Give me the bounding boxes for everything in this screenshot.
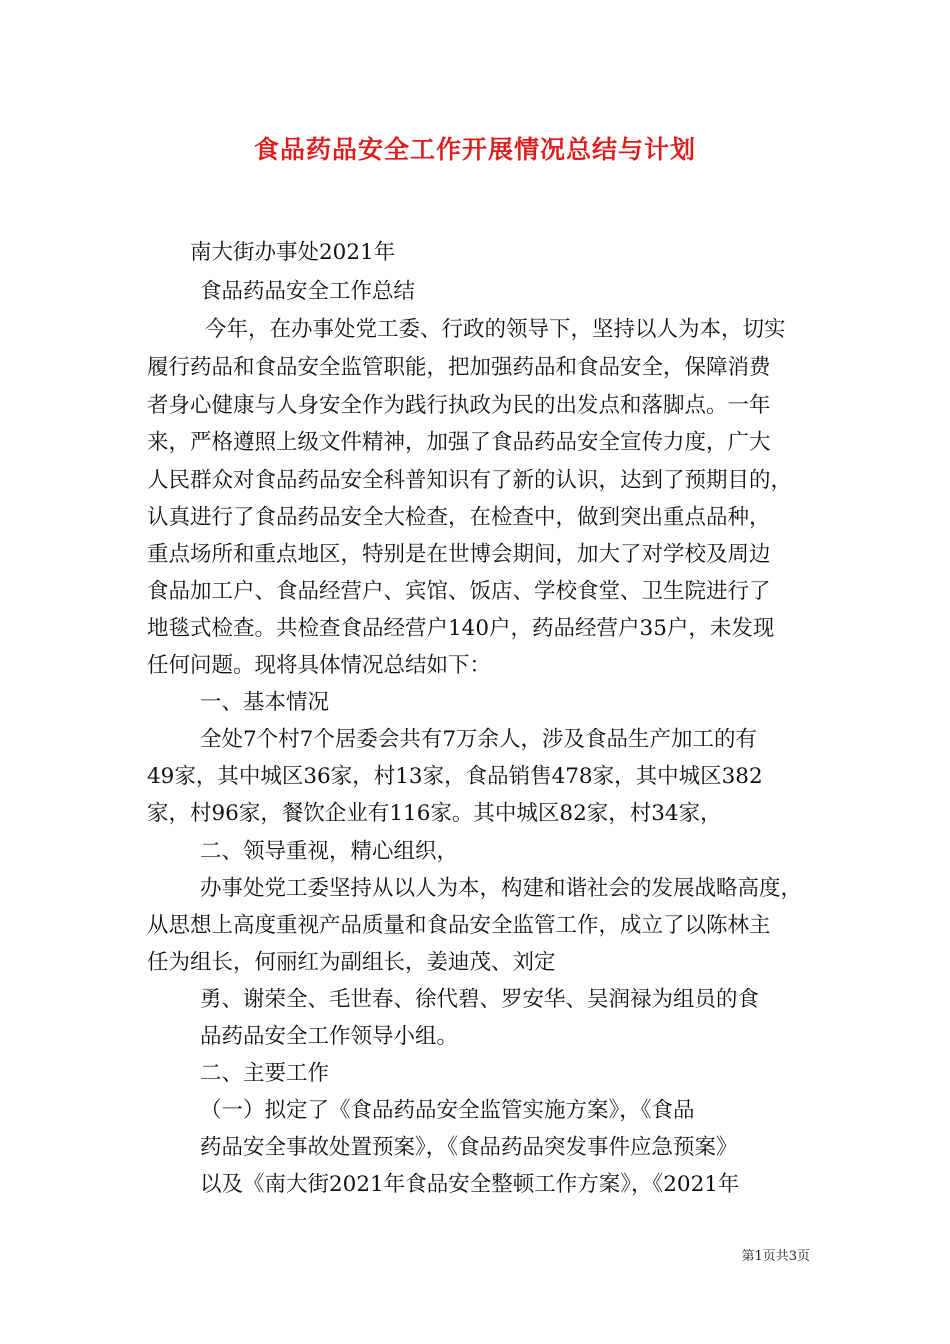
text-line: 履行药品和食品安全监管职能，把加强药品和食品安全，保障消费 — [147, 355, 771, 380]
page-number: 第1页共3页 — [741, 1249, 810, 1264]
text-line: 地毯式检查。共检查食品经营户140户，药品经营户35户，未发现 — [147, 616, 775, 641]
text-line: 49家，其中城区36家，村13家，食品销售478家，其中城区382 — [147, 764, 763, 789]
text-line: （一）拟定了《食品药品安全监管实施方案》，《食品 — [200, 1098, 695, 1123]
section-heading: 一、基本情况 — [200, 690, 330, 715]
text-line: 今年，在办事处党工委、行政的领导下，坚持以人为本，切实 — [205, 317, 786, 342]
text-line: 全处7个村7个居委会共有7万余人，涉及食品生产加工的有 — [200, 727, 758, 752]
text-line: 来，严格遵照上级文件精神，加强了食品药品安全宣传力度，广大 — [147, 430, 771, 455]
text-line: 从思想上高度重视产品质量和食品安全监管工作，成立了以陈林主 — [147, 913, 771, 938]
text-line: 勇、谢荣全、毛世春、徐代碧、罗安华、吴润禄为组员的食 — [200, 987, 760, 1012]
text-line: 任为组长，何丽红为副组长，姜迪茂、刘定 — [147, 950, 556, 975]
text-line: 以及《南大街2021年食品安全整顿工作方案》，《2021年 — [200, 1172, 740, 1197]
section-heading: 二、主要工作 — [200, 1061, 330, 1086]
text-line: 人民群众对食品药品安全科普知识有了新的认识，达到了预期目的， — [147, 468, 793, 493]
text-line: 食品药品安全工作总结 — [200, 279, 416, 304]
text-line: 者身心健康与人身安全作为践行执政为民的出发点和落脚点。一年 — [147, 393, 771, 418]
text-line: 办事处党工委坚持从以人为本，构建和谐社会的发展战略高度， — [200, 876, 803, 901]
text-line: 南大街办事处2021年 — [190, 240, 396, 265]
text-line: 品药品安全工作领导小组。 — [200, 1024, 459, 1049]
text-line: 认真进行了食品药品安全大检查，在检查中，做到突出重点品种， — [147, 505, 771, 530]
text-line: 食品加工户、食品经营户、宾馆、饭店、学校食堂、卫生院进行了 — [147, 579, 771, 604]
text-line: 任何问题。现将具体情况总结如下： — [147, 653, 492, 678]
text-line: 家，村96家，餐饮企业有116家。其中城区82家，村34家， — [147, 801, 722, 826]
text-line: 药品安全事故处置预案》，《食品药品突发事件应急预案》 — [200, 1135, 738, 1160]
section-heading: 二、领导重视，精心组织， — [200, 839, 459, 864]
document-title: 食品药品安全工作开展情况总结与计划 — [253, 135, 696, 164]
text-line: 重点场所和重点地区，特别是在世博会期间，加大了对学校及周边 — [147, 542, 771, 567]
